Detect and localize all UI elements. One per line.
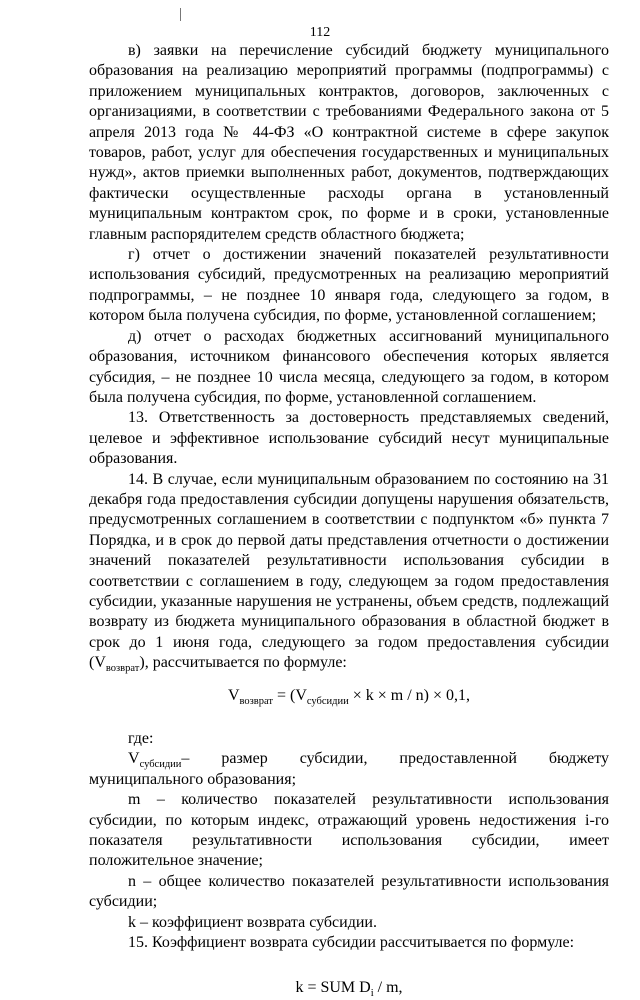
paragraph-13: 13. Ответственность за достоверность представляемых сведений, целевое и эффективное использование субсидий несут муниципальные образования.: [89, 409, 609, 468]
definition-k: k – коэффициент возврата субсидии.: [128, 913, 377, 931]
definition-v: [89, 749, 609, 790]
page-number: 112: [309, 25, 331, 40]
document-body: [89, 41, 609, 999]
definition-v-text: – размер субсидии, предоставленной бюджету муниципального образования;: [89, 750, 609, 788]
formula1-rhs-subscript: субсидии: [306, 695, 349, 707]
formula1-eq: = (V: [272, 686, 307, 704]
formula1-rest: × k × m / n) × 0,1,: [348, 686, 471, 704]
formula-return-volume: [89, 674, 609, 729]
formula2-subscript: i: [370, 988, 374, 1000]
paragraph-14-tail: ), рассчитывается по формуле:: [139, 654, 347, 672]
formula2-right: / m,: [373, 979, 403, 997]
formula-coefficient: [89, 953, 609, 998]
paragraph-g: г) отчет о достижении значений показателей результативности использования субсидий, предусмотренных на реализацию мероприятий подпрограммы, – не позднее 10 января года, следующего за годом, в котором была получена субсидия, по форме, установленной соглашением;: [89, 246, 609, 325]
formula2-left: k = SUM D: [295, 979, 371, 997]
paragraph-14: [89, 470, 609, 674]
paragraph-14-subscript: возврат: [105, 663, 140, 675]
definition-m: m – количество показателей результативности использования субсидии, по которым индекс, отражающий уровень недостижения i-го показателя результативности использования субсидии, имеет положительное значение;: [89, 791, 609, 870]
paragraph-14-text: 14. В случае, если муниципальным образованием по состоянию на 31 декабря года предоставления субсидии допущены нарушения обязательств, предусмотренных соглашением в соответствии с подпунктом «б» пункта 7 Порядка, и в срок до первой даты представления отчетности о достижении значений показателей результативности использования субсидии в соответствии с соглашением в году, следующем за годом предоставления субсидии, указанные нарушения не устранены, объем средств, подлежащий возврату из бюджета муниципального образования в областной бюджет в срок до 1 июня года, следующего за годом предоставления субсидии (V: [89, 470, 609, 672]
definition-v-subscript: субсидии: [139, 759, 182, 771]
where-label: где:: [128, 730, 154, 747]
definition-v-symbol: V: [128, 750, 140, 768]
formula1-lhs-subscript: возврат: [239, 695, 273, 707]
paragraph-v: в) заявки на перечисление субсидий бюджету муниципального образования на реализацию мероприятий программы (подпрограммы) с приложением муниципальных контрактов, договоров, заключенных с организациями, в соответствии с требованиями Федерального закона от 5 апреля 2013 года № 44-ФЗ «О контрактной системе в сфере закупок товаров, работ, услуг для обеспечения государственных и муниципальных нужд», актов приемки выполненных работ, документов, подтверждающих фактически осуществленные расходы органа в установленный муниципальным контрактом срок, по форме и в сроки, установленные главным распорядителем средств областного бюджета;: [89, 42, 609, 243]
formula1-lhs: V: [227, 686, 240, 704]
scan-mark: [180, 8, 181, 21]
definition-n: n – общее количество показателей результативности использования субсидии;: [89, 872, 609, 911]
paragraph-d: д) отчет о расходах бюджетных ассигнований муниципального образования, источником финансового обеспечения которых является субсидия, – не позднее 10 числа месяца, следующего за годом, в котором была получена субсидия, по форме, установленной соглашением.: [89, 327, 609, 406]
paragraph-15: 15. Коэффициент возврата субсидии рассчитывается по формуле:: [128, 934, 575, 952]
